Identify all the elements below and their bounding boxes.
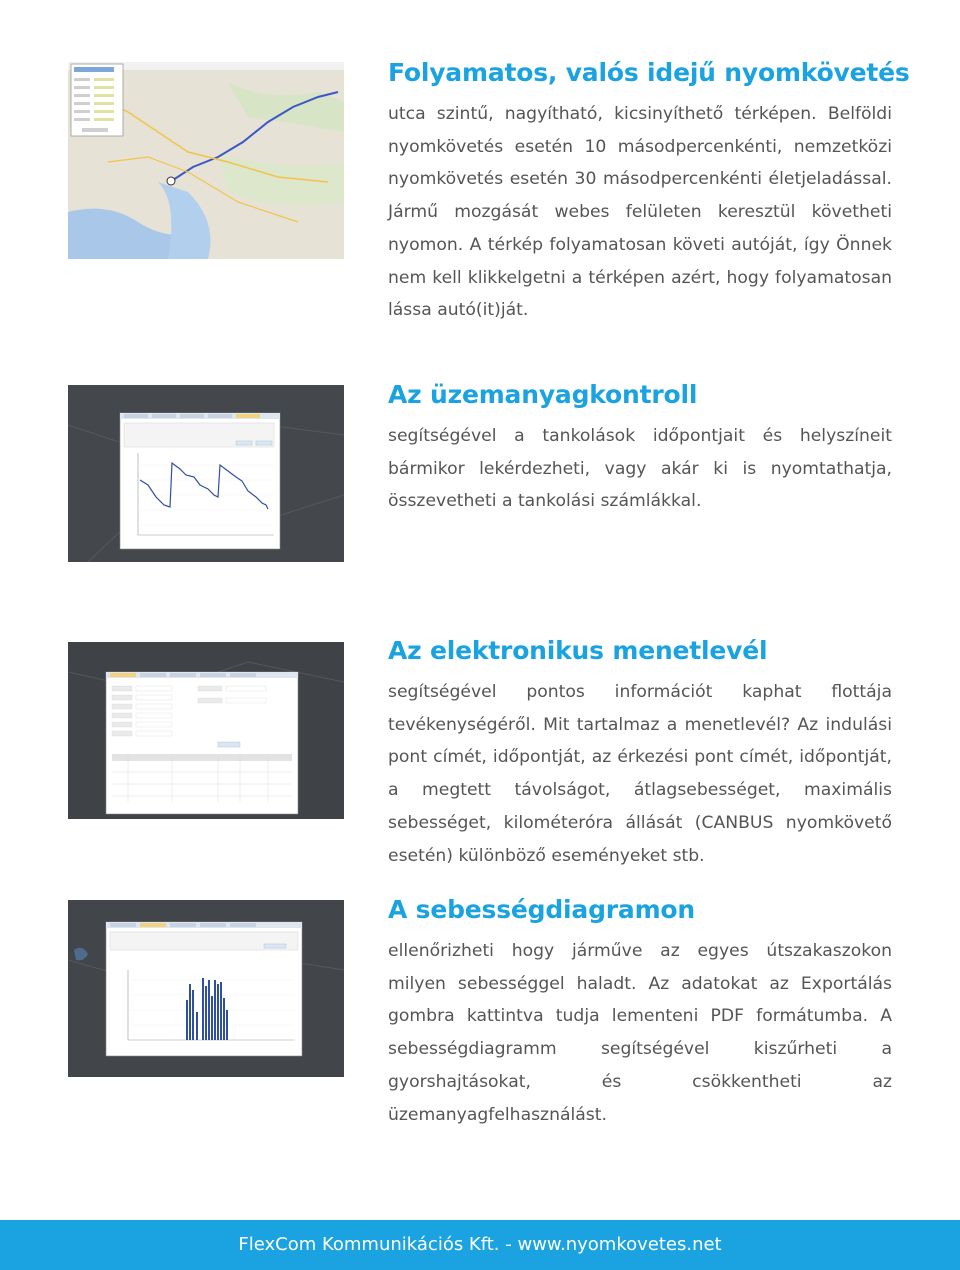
fuel-control-screenshot — [68, 385, 344, 562]
section-title: Az elektronikus menetlevél — [388, 636, 768, 665]
logbook-screenshot — [68, 642, 344, 819]
footer-bar — [0, 1220, 960, 1270]
map-tracking-screenshot — [68, 62, 344, 259]
section-tracking — [388, 56, 910, 327]
section-body: ellenőrizheti hogy járműve az egyes útszakaszokon milyen sebességgel haladt. Az adatokat az Exportálás gombra kattintva tudja lementeni PDF formátumba. A sebességdiagramm segítségével kiszűrheti a gyorshajtásokat, és csökkentheti az üzemanyagfelhasználást. — [388, 941, 892, 1125]
section-body: segítségével a tankolások időpontjait és helyszíneit bármikor lekérdezheti, vagy akár ki is nyomtathatja, összevetheti a tankolási számlákkal. — [388, 426, 892, 512]
section-fuel-control — [388, 378, 892, 518]
section-speed-diagram — [388, 893, 892, 1131]
section-body: utca szintű, nagyítható, kicsinyíthető térképen. Belföldi nyomkövetés esetén 10 másodpercenkénti, nemzetközi nyomkövetés esetén 30 másodpercenkénti életjeladással. Jármű mozgását webes felületen keresztül követheti nyomon. A térkép folyamatosan követi autóját, így Önnek nem kell klikkelgetni a térképen azért, hogy folyamatosan lássa autó(it)ját. — [388, 104, 892, 321]
section-logbook — [388, 634, 892, 872]
section-body: segítségével pontos információt kaphat flottája tevékenységéről. Mit tartalmaz a menetlevél? Az indulási pont címét, időpontját, az érkezési pont címét, időpontját, a megtett távolságot, átlagsebességet, maximális sebességet, kilométeróra állását (CANBUS nyomkövető esetén) különböző eseményeket stb. — [388, 682, 892, 866]
section-title: A sebességdiagramon — [388, 895, 696, 924]
section-title: Folyamatos, valós idejű nyomkövetés — [388, 58, 910, 87]
section-title: Az üzemanyagkontroll — [388, 380, 698, 409]
footer-text: FlexCom Kommunikációs Kft. - www.nyomkovetes.net — [238, 1234, 722, 1255]
speed-diagram-screenshot — [68, 900, 344, 1077]
